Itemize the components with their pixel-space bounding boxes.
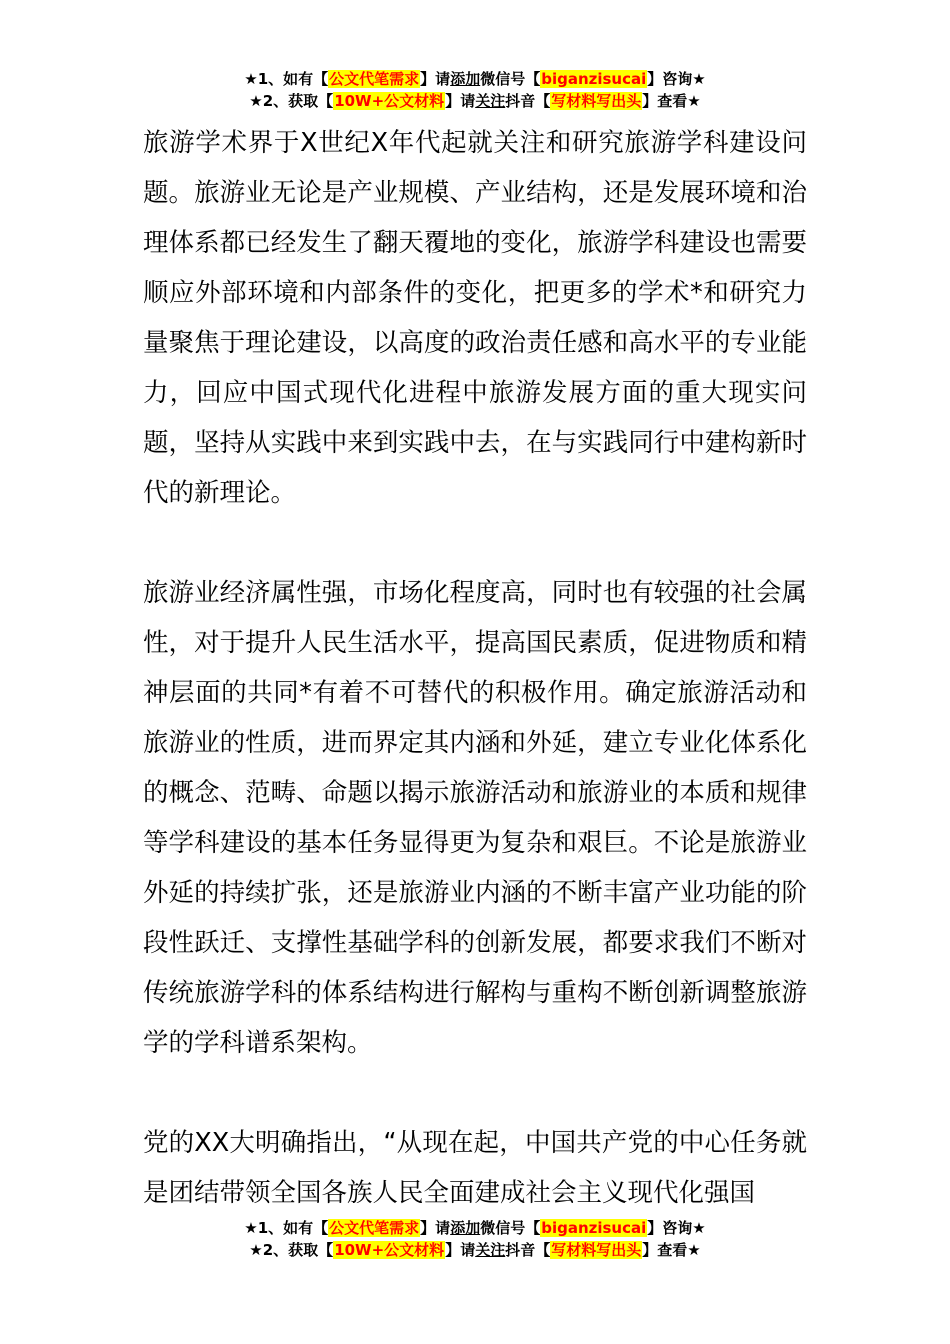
banner-highlight: biganzisucai — [541, 70, 647, 88]
banner-highlight: 10W+公文材料 — [334, 1241, 445, 1259]
banner-highlight: 公文代笔需求 — [329, 1219, 420, 1237]
banner-underline: 添加 — [450, 1219, 481, 1237]
banner-highlight: 写材料写出头 — [551, 1241, 642, 1259]
banner-text: 】咨询★ — [647, 70, 706, 88]
banner-text: 微信号【 — [480, 70, 541, 88]
banner-underline: 关注 — [475, 92, 506, 110]
banner-underline: 关注 — [475, 1241, 506, 1259]
banner-line-1 — [0, 1217, 950, 1239]
banner-text: ★2、获取【 — [249, 1241, 334, 1259]
paragraph: 旅游业经济属性强，市场化程度高，同时也有较强的社会属性，对于提升人民生活水平，提高国民素质，促进物质和精神层面的共同*有着不可替代的积极作用。确定旅游活动和旅游业的性质，进而界定其内涵和外延，建立专业化体系化的概念、范畴、命题以揭示旅游活动和旅游业的本质和规律等学科建设的基本任务显得更为复杂和艰巨。不论是旅游业外延的持续扩张，还是旅游业内涵的不断丰富产业功能的阶段性跃迁、支撑性基础学科的创新发展，都要求我们不断对传统旅游学科的体系结构进行解构与重构不断创新调整旅游学的学科谱系架构。 — [143, 578, 807, 1058]
header-banner — [0, 68, 950, 112]
banner-text: 】请 — [445, 92, 476, 110]
paragraph-spacer — [143, 1068, 807, 1118]
banner-highlight: 公文代笔需求 — [329, 70, 420, 88]
banner-text: 】查看★ — [642, 1241, 701, 1259]
banner-text: ★2、获取【 — [249, 92, 334, 110]
paragraph: 旅游学术界于X世纪X年代起就关注和研究旅游学科建设问题。旅游业无论是产业规模、产业结构，还是发展环境和治理体系都已经发生了翻天覆地的变化，旅游学科建设也需要顺应外部环境和内部条件的变化，把更多的学术*和研究力量聚焦于理论建设，以高度的政治责任感和高水平的专业能力，回应中国式现代化进程中旅游发展方面的重大现实问题，坚持从实践中来到实践中去，在与实践同行中建构新时代的新理论。 — [143, 128, 807, 508]
banner-text: 】请 — [445, 1241, 476, 1259]
banner-text: 】查看★ — [642, 92, 701, 110]
paragraph: 党的XX大明确指出，“从现在起，中国共产党的中心任务就是团结带领全国各族人民全面建成社会主义现代化强国 — [143, 1128, 807, 1208]
banner-line-2 — [0, 90, 950, 112]
banner-text: 微信号【 — [480, 1219, 541, 1237]
banner-highlight: biganzisucai — [541, 1219, 647, 1237]
paragraph-spacer — [143, 518, 807, 568]
banner-text: 】咨询★ — [647, 1219, 706, 1237]
document-body — [143, 118, 807, 1218]
banner-text: 】请 — [420, 70, 451, 88]
banner-line-1 — [0, 68, 950, 90]
banner-underline: 添加 — [450, 70, 481, 88]
banner-text: ★1、如有【 — [244, 1219, 329, 1237]
banner-text: 抖音【 — [505, 92, 551, 110]
banner-highlight: 写材料写出头 — [551, 92, 642, 110]
banner-text: 】请 — [420, 1219, 451, 1237]
banner-text: ★1、如有【 — [244, 70, 329, 88]
banner-text: 抖音【 — [505, 1241, 551, 1259]
banner-line-2 — [0, 1239, 950, 1261]
footer-banner — [0, 1217, 950, 1261]
banner-highlight: 10W+公文材料 — [334, 92, 445, 110]
